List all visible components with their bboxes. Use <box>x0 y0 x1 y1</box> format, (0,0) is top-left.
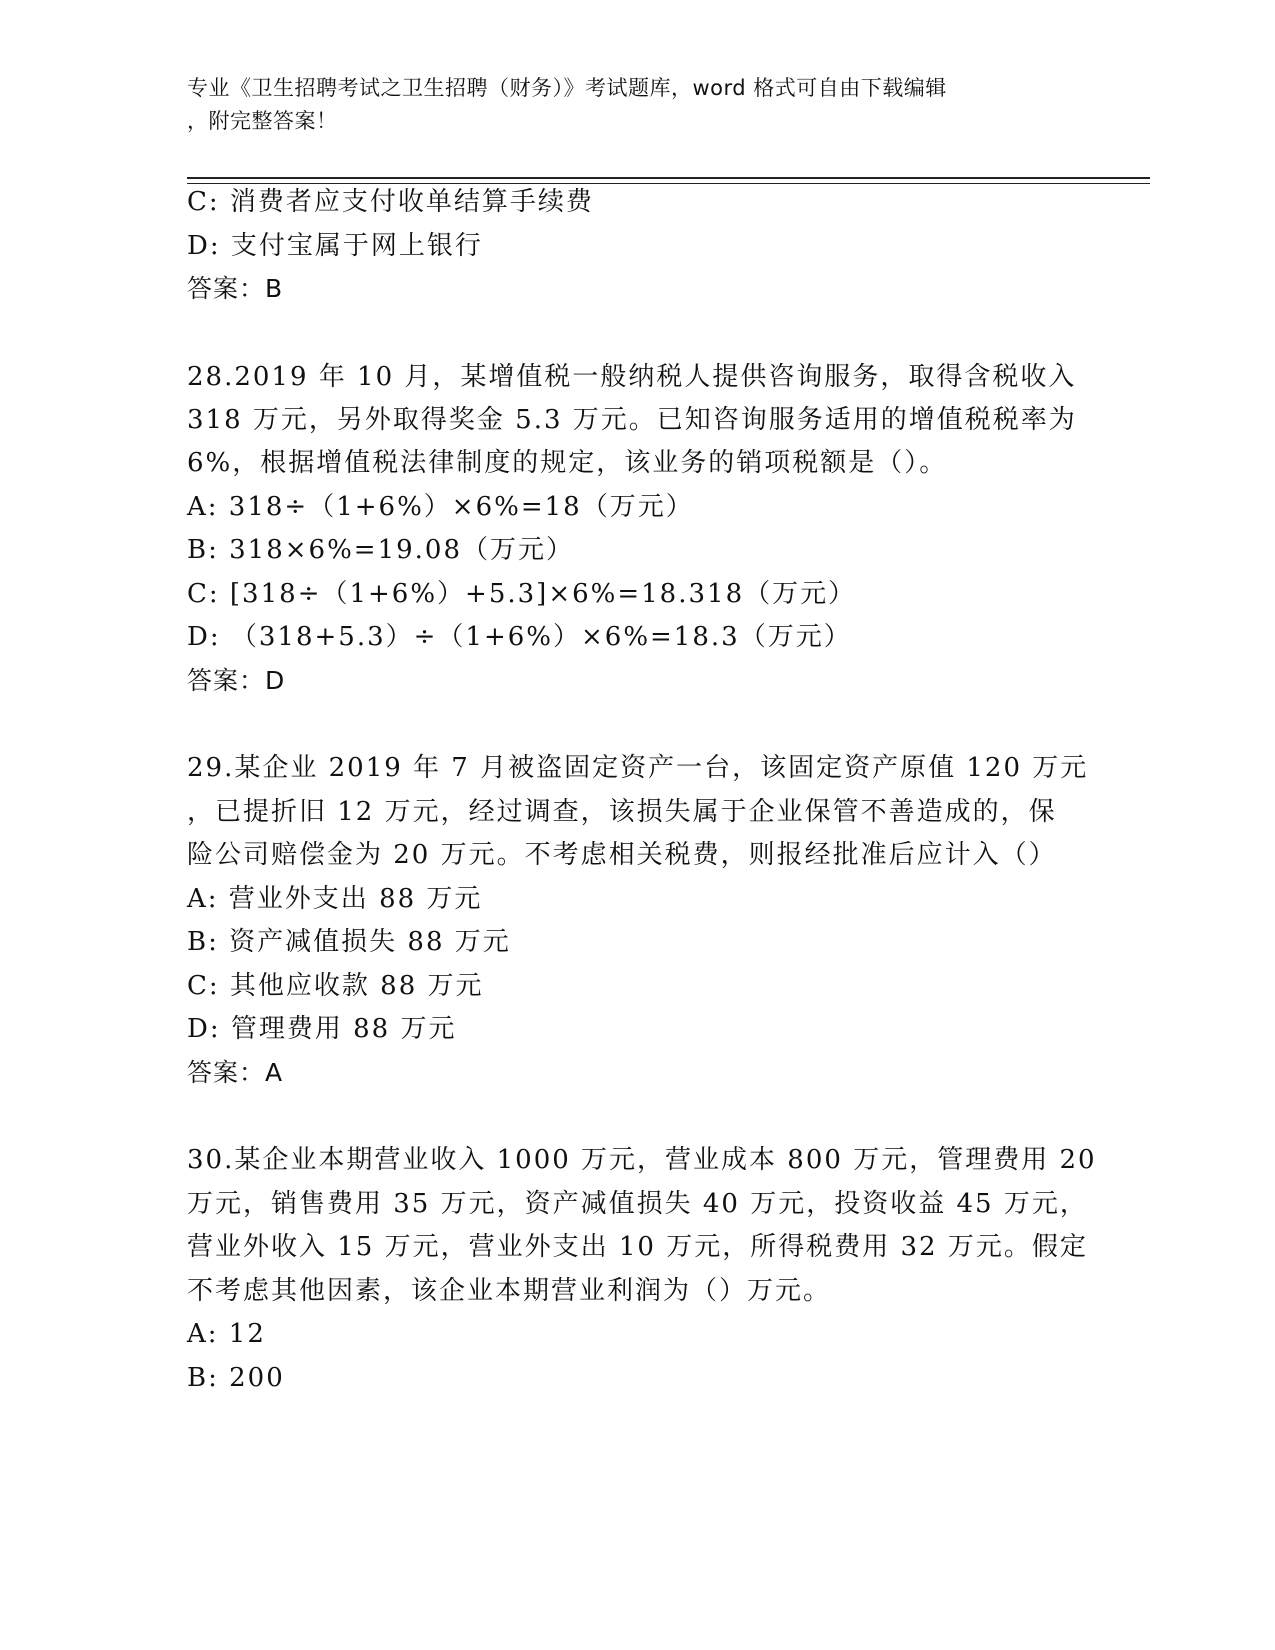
q28-answer: 答案：D <box>187 666 286 695</box>
q30-option-b: B: 200 <box>187 1363 285 1393</box>
q28-line-1: 28.2019 年 10 月，某增值税一般纳税人提供咨询服务，取得含税收入 <box>187 362 1077 392</box>
header-line-1: 专业《卫生招聘考试之卫生招聘（财务）》考试题库，word 格式可自由下载编辑 <box>187 76 947 100</box>
q29-line-3: 险公司赔偿金为 20 万元。不考虑相关税费，则报经批准后应计入（） <box>187 840 1057 870</box>
q30-line-1: 30.某企业本期营业收入 1000 万元，营业成本 800 万元，管理费用 20 <box>187 1145 1097 1175</box>
q29-option-c: C: 其他应收款 88 万元 <box>187 971 484 1001</box>
q30-line-4: 不考虑其他因素，该企业本期营业利润为（）万元。 <box>187 1276 832 1306</box>
q29-option-b: B: 资产减值损失 88 万元 <box>187 927 511 957</box>
q29-option-d: D: 管理费用 88 万元 <box>187 1014 457 1044</box>
document-header <box>187 72 1067 138</box>
q28-line-2: 318 万元，另外取得奖金 5.3 万元。已知咨询服务适用的增值税税率为 <box>187 405 1077 435</box>
q30-line-2: 万元，销售费用 35 万元，资产减值损失 40 万元，投资收益 45 万元， <box>187 1189 1088 1219</box>
q28-option-d: D: （318+5.3）÷（1+6%）×6%=18.3（万元） <box>187 622 852 652</box>
q30-option-a: A: 12 <box>187 1319 266 1349</box>
q30-line-3: 营业外收入 15 万元，营业外支出 10 万元，所得税费用 32 万元。假定 <box>187 1232 1088 1262</box>
prev-option-c: C: 消费者应支付收单结算手续费 <box>187 187 594 217</box>
q29-option-a: A: 营业外支出 88 万元 <box>187 884 483 914</box>
q29-line-1: 29.某企业 2019 年 7 月被盗固定资产一台，该固定资产原值 120 万元 <box>187 753 1089 783</box>
q28-line-3: 6%，根据增值税法律制度的规定，该业务的销项税额是（）。 <box>187 448 948 478</box>
q28-option-a: A: 318÷（1+6%）×6%=18（万元） <box>187 492 694 522</box>
q29-answer: 答案：A <box>187 1058 284 1087</box>
header-line-2: ，附完整答案！ <box>187 109 338 133</box>
q28-option-b: B: 318×6%=19.08（万元） <box>187 535 575 565</box>
q28-option-c: C: [318÷（1+6%）+5.3]×6%=18.318（万元） <box>187 579 857 609</box>
header-rule-thick <box>187 177 1150 179</box>
prev-option-d: D: 支付宝属于网上银行 <box>187 231 483 261</box>
q29-line-2: ，已提折旧 12 万元，经过调查，该损失属于企业保管不善造成的，保 <box>187 797 1057 827</box>
prev-answer: 答案：B <box>187 274 284 303</box>
